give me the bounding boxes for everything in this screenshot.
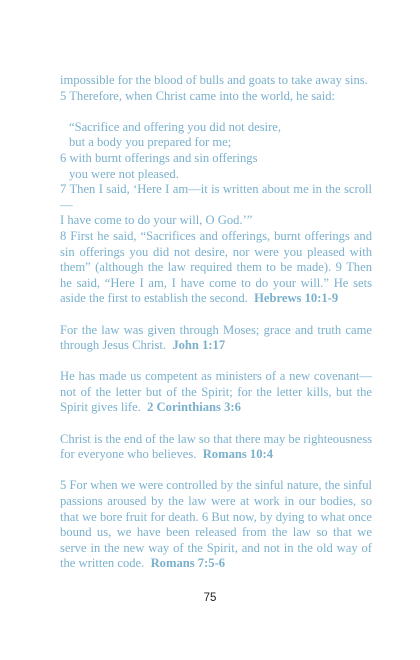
blank-line bbox=[60, 104, 372, 120]
passage-text: He has made us competent as ministers of a new covenant—not of the letter but of the Spirit; for the letter kills, but the Spirit gives life. bbox=[60, 369, 372, 415]
hebrews-verse-8-text: 8 First he said, “Sacrifices and offerings, burnt offerings and sin offerings you did not desire, nor were you pleased with them” (although the law required them to be made). 9 Then he said, “Here I am, I have come to do your will.” He sets aside the first to establish the second. bbox=[60, 228, 372, 306]
poem-line: “Sacrifice and offering you did not desire, bbox=[69, 119, 282, 134]
passage-text: For the law was given through Moses; grace and truth came through Jesus Christ. bbox=[60, 322, 372, 353]
passage-john bbox=[60, 323, 372, 354]
scripture-reference: Romans 10:4 bbox=[202, 447, 274, 462]
passage-romans-10 bbox=[60, 432, 372, 463]
scripture-reference: Romans 7:5-6 bbox=[150, 556, 226, 571]
scripture-reference: Hebrews 10:1-9 bbox=[254, 291, 339, 306]
scripture-reference: John 1:17 bbox=[172, 338, 226, 353]
hebrews-verse-7b: I have come to do your will, O God.’” bbox=[60, 213, 253, 228]
poem-line: you were not pleased. bbox=[69, 166, 179, 181]
hebrews-verse-8 bbox=[60, 229, 372, 307]
hebrews-verse-7: 7 Then I said, ‘Here I am—it is written about me in the scroll— bbox=[60, 182, 372, 212]
passage-corinthians bbox=[60, 369, 372, 416]
passage-text: 5 For when we were controlled by the sinful nature, the sinful passions aroused by the law were at work in our bodies, so that we bore fruit for death. 6 But now, by dying to what once bound us, we have been released from the law so that we serve in the new way of the Spirit, and not in the old way of the written code. bbox=[60, 478, 372, 571]
passage-hebrews bbox=[60, 73, 372, 307]
hebrews-intro: impossible for the blood of bulls and goats to take away sins. bbox=[60, 73, 368, 87]
passage-text: Christ is the end of the law so that there may be righteousness for everyone who believes. bbox=[60, 431, 372, 462]
page-body bbox=[60, 73, 372, 588]
passage-romans-7 bbox=[60, 478, 372, 572]
scripture-reference: 2 Corinthians 3:6 bbox=[147, 400, 241, 415]
poem-line: but a body you prepared for me; bbox=[69, 135, 232, 150]
page-number: 75 bbox=[203, 592, 217, 604]
hebrews-verse-5: 5 Therefore, when Christ came into the world, he said: bbox=[60, 88, 336, 103]
poem-line: 6 with burnt offerings and sin offerings bbox=[60, 150, 258, 165]
